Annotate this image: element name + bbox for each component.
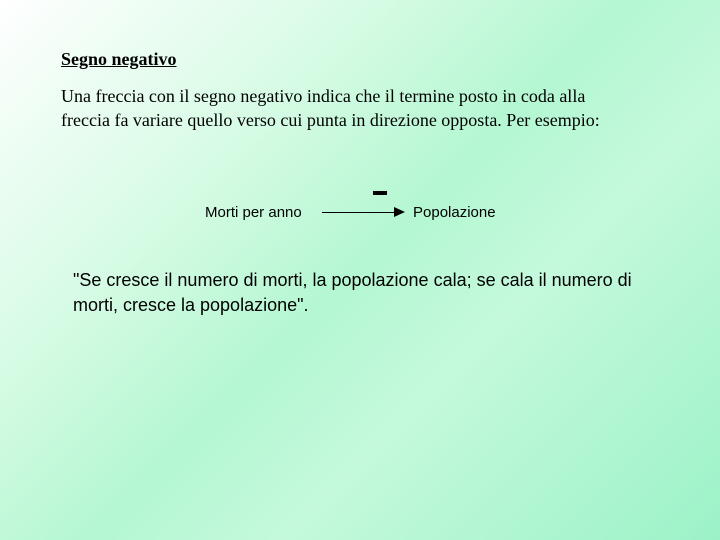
slide-heading: Segno negativo [61, 49, 177, 69]
example-quote: "Se cresce il numero di morti, la popolazione cala; se cala il numero di morti, cresce la popolazione". [73, 270, 632, 315]
intro-paragraph: Una freccia con il segno negativo indica che il termine posto in coda alla freccia fa variare quello verso cui punta in direzione opposta. Per esempio: [61, 86, 600, 130]
target-node-label: Popolazione [413, 204, 496, 221]
causal-arrow-line [322, 212, 395, 213]
causal-diagram [200, 178, 530, 228]
arrow-head-icon [394, 207, 405, 217]
source-node-label: Morti per anno [205, 204, 302, 221]
minus-sign-icon [373, 191, 387, 195]
